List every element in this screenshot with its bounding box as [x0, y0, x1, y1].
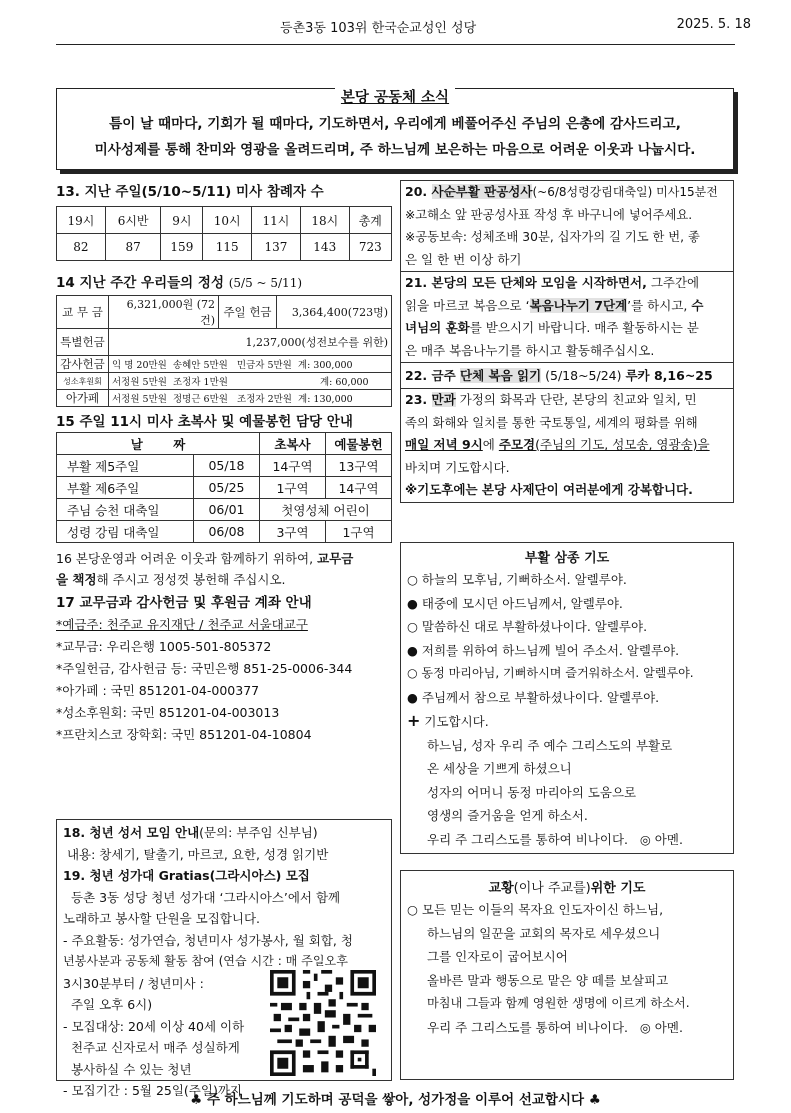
- table-cell: 82: [57, 234, 106, 261]
- s20-highlight: 사순부활 판공성사: [431, 184, 533, 199]
- s19-line: 주일 오후 6시): [63, 997, 153, 1012]
- s21-text: ’를 하시고,: [627, 297, 692, 313]
- account-line: *성소후원회: 국민 851201-04-003013: [56, 705, 280, 720]
- filled-circle-icon: ●: [407, 595, 418, 611]
- prayer-line: [407, 686, 727, 710]
- account-line: *주일헌금, 감사헌금 등: 국민은행 851-25-0006-344: [56, 661, 353, 676]
- table-header: 18시: [300, 207, 349, 234]
- s21-bold: 녀님의 훈화: [405, 320, 470, 335]
- s21-title: 21. 본당의 모든 단체와 모임을 시작하면서,: [405, 275, 647, 290]
- prayer-line: [407, 592, 727, 616]
- s20-line: ※공동보속: 성체조배 30분, 십자가의 길 기도 한 번, 좋: [405, 230, 700, 244]
- s13-title: 13. 지난 주일(5/10~5/11) 미사 참례자 수: [56, 184, 324, 200]
- s19-line: - 모집기간 : 5월 25일(주일)까지: [63, 1083, 242, 1098]
- offering-zone: 13구역: [326, 455, 392, 477]
- table-row: [57, 296, 392, 329]
- s20-title: [405, 181, 729, 204]
- prayer-line: [407, 615, 727, 639]
- s22-reference: 루카 8,16~25: [625, 368, 713, 383]
- s21-bold: 수: [691, 297, 704, 313]
- sunday-label: 주일 헌금: [219, 296, 277, 329]
- table-row: [57, 207, 392, 234]
- prayer-title-bold: 교황: [488, 881, 514, 896]
- prayer-text: 하늘의 모후님, 기뻐하소서. 알렐루야.: [417, 572, 627, 587]
- s17-title: 17 교무금과 감사헌금 및 후원금 계좌 안내: [56, 595, 312, 611]
- s20-rest: (~6/8성령강림대축일) 미사15분전: [532, 185, 718, 199]
- s23-line: 바치며 기도합시다.: [405, 459, 510, 475]
- prayer-text: 태중에 모시던 아드님께서, 알렐루야.: [417, 595, 623, 611]
- table-row: [57, 373, 392, 390]
- s23-highlight: 만과: [431, 392, 456, 407]
- prayer-title: [407, 877, 727, 896]
- s16-paragraph: [56, 548, 392, 590]
- s20-line: ※고해소 앞 판공성사표 작성 후 바구니에 넣어주세요.: [405, 207, 693, 222]
- account-line: *아가페 : 국민 851201-04-000377: [56, 683, 260, 698]
- bulletin-date: 2025. 5. 18: [676, 17, 751, 32]
- server-zone: 3구역: [260, 521, 326, 543]
- open-circle-icon: ○: [407, 666, 418, 680]
- donor: 조정자 2만원: [237, 394, 292, 405]
- prayer-text: 말씀하신 대로 부활하셨나이다. 알렐루야.: [417, 619, 648, 634]
- feast-date: 05/25: [194, 477, 260, 499]
- notices-box: [400, 180, 734, 503]
- donor: 송혜안 5만원: [172, 360, 228, 371]
- gyomu-value: 6,321,000원 (72건): [109, 296, 219, 329]
- s14-title: 14 지난 주간 우리들의 정성: [56, 275, 224, 291]
- account-line: *교무금: 우리은행 1005-501-805372: [56, 639, 272, 654]
- account-line: *프란치스코 장학회: 국민 851201-04-10804: [56, 727, 312, 742]
- table-header: 6시반: [105, 207, 161, 234]
- s23-bold: 매일 저녁 9시: [405, 437, 483, 452]
- table-row: [57, 499, 392, 521]
- special-value: 1,237,000(성전보수를 위한): [109, 329, 392, 356]
- prayer-line: [407, 662, 727, 686]
- attendance-table: [56, 206, 392, 261]
- offering-zone: 14구역: [326, 477, 392, 499]
- feast-date: 06/08: [194, 521, 260, 543]
- prayer-text: 저희를 위하여 하느님께 빌어 주소서. 알렐루야.: [417, 642, 680, 658]
- account-line: *예금주: 천주교 유지재단 / 천주교 서울대교구: [56, 617, 308, 632]
- prayer-line: [407, 639, 727, 663]
- table-header: 총계: [349, 207, 391, 234]
- prayer-title-normal: (이나 주교를): [513, 881, 591, 896]
- s21-line: 은 매주 복음나누기를 하시고 활동해주십시오.: [405, 342, 655, 358]
- table-row: [57, 433, 392, 455]
- s18-title-row: [63, 822, 385, 844]
- prayer-text: 기도합시다.: [420, 714, 489, 729]
- s23-text: (주님의 기도, 성모송, 영광송)을: [535, 437, 710, 452]
- table-cell: 115: [203, 234, 252, 261]
- server-schedule-table: [56, 432, 392, 543]
- s21-line: [405, 317, 729, 340]
- s21-highlight: 복음나누기 7단계: [529, 297, 628, 313]
- table-row: [57, 455, 392, 477]
- donor: 서정원 5만원: [112, 394, 167, 405]
- offering-zone: 1구역: [326, 521, 392, 543]
- feast-date: 05/18: [194, 455, 260, 477]
- prayer-body-line: 마침내 그들과 함께 영원한 생명에 이르게 하소서.: [427, 996, 690, 1010]
- closing-slogan: ♣ 주 하느님께 기도하며 공덕을 쌓아, 성가정을 이루어 선교합시다 ♣: [190, 1092, 601, 1108]
- left-column: [56, 180, 392, 1098]
- s21-title-row: [405, 272, 729, 295]
- s19-line: - 주요활동: 성가연습, 청년미사 성가봉사, 월 회합, 청: [63, 932, 353, 948]
- table-row: [57, 234, 392, 261]
- s23-line: [405, 389, 729, 412]
- s19-line: 천주교 신자로서 매주 성실하게: [63, 1040, 240, 1055]
- table-cell: 159: [161, 234, 203, 261]
- banner-line-2: 미사성제를 통해 찬미와 영광을 올려드리며, 주 하느님께 보은하는 마음으로 어려운 이웃과 나눕시다.: [94, 142, 696, 158]
- donor: 조정자 1만원: [173, 377, 228, 388]
- s18-content: 내용: 창세기, 탈출기, 마르코, 요한, 성경 읽기반: [63, 846, 329, 862]
- feast-name: 부활 제5주일: [57, 455, 194, 477]
- s23-line: [405, 434, 729, 457]
- s14-period: (5/5 ~ 5/11): [228, 276, 303, 290]
- row-label: 감사헌금: [57, 356, 109, 373]
- filled-circle-icon: ●: [407, 642, 418, 658]
- donor: 익 명 20만원: [112, 360, 167, 371]
- row-detail: [109, 390, 392, 407]
- parish-name: 등촌3동 103위 한국순교성인 성당: [280, 21, 477, 36]
- donor: 정명근 6만원: [173, 394, 228, 405]
- prayer-body-line: 우리 주 그리스도를 통하여 비나이다. ◎ 아멘.: [427, 1019, 683, 1035]
- s22-highlight: 단체 복음 읽기: [460, 368, 542, 383]
- row-label: 성소후원회: [57, 373, 109, 390]
- special-label: 특별헌금: [57, 329, 109, 356]
- s16-bold: 을 책정: [56, 572, 97, 587]
- table-header: 10시: [203, 207, 252, 234]
- table-header: 날 짜: [57, 433, 260, 455]
- prayer-body-line: 성자의 어머니 동정 마리아의 도움으로: [427, 784, 637, 800]
- row-detail: [109, 356, 392, 373]
- server-zone: 1구역: [260, 477, 326, 499]
- cross-icon: +: [407, 711, 421, 730]
- filled-circle-icon: ●: [407, 689, 418, 705]
- s19-line: 등촌 3동 성당 청년 성가대 ‘그라시아스’에서 함께: [63, 889, 341, 905]
- table-row: [57, 329, 392, 356]
- donor: 민금자 5만원: [236, 360, 292, 371]
- table-row: [57, 356, 392, 373]
- prayer-body-line: 올바른 말과 행동으로 맡은 양 떼를 보살피고: [427, 972, 669, 988]
- easter-regina-prayer-box: [400, 542, 734, 854]
- s21-text: 그주간에: [646, 275, 700, 290]
- offering-table: [56, 295, 392, 407]
- banner-line-1: 틈이 날 때마다, 기회가 될 때마다, 기도하면서, 우리에게 베풀어주신 주님의 은총에 감사드리고,: [109, 116, 681, 132]
- gyomu-label: 교 무 금: [57, 296, 109, 329]
- s18-contact: (문의: 부주임 신부님): [199, 825, 318, 840]
- prayer-body-line: 그를 인자로이 굽어보시어: [427, 949, 568, 964]
- prayer-title-bold: 위한 기도: [590, 881, 646, 896]
- s23-text: 에: [482, 437, 499, 452]
- table-header: 예물봉헌: [326, 433, 392, 455]
- s23-note: ※기도후에는 본당 사제단이 여러분에게 강복합니다.: [405, 482, 693, 497]
- table-header: 9시: [161, 207, 203, 234]
- prayer-line: ○ 모든 믿는 이들의 목자요 인도자이신 하느님,: [407, 902, 664, 917]
- feast-name: 성령 강림 대축일: [57, 521, 194, 543]
- table-cell: 137: [252, 234, 301, 261]
- donor: 서정원 5만원: [112, 377, 167, 388]
- prayer-title: 부활 삼종 기도: [524, 551, 610, 566]
- s23-bold: 주모경: [498, 437, 536, 452]
- table-cell: 723: [349, 234, 391, 261]
- s16-bold: 교무금: [317, 551, 354, 566]
- s18-title: 18. 청년 성서 모임 안내: [63, 825, 200, 840]
- row-total: 계: 130,000: [298, 394, 353, 405]
- account-list: [56, 614, 392, 746]
- s15-title: 15 주일 11시 미사 초복사 및 예물봉헌 담당 안내: [56, 414, 353, 430]
- right-column: [400, 180, 734, 1035]
- sunday-value: 3,364,400(723명): [277, 296, 392, 329]
- community-news-banner: [56, 88, 734, 170]
- s21-line: [405, 295, 729, 318]
- s19-line: 봉사하실 수 있는 청년: [63, 1061, 192, 1077]
- open-circle-icon: ○: [407, 572, 418, 587]
- s14-title-row: [56, 271, 392, 295]
- feast-name: 부활 제6주일: [57, 477, 194, 499]
- prayer-body-line: 우리 주 그리스도를 통하여 비나이다. ◎ 아멘.: [427, 831, 683, 847]
- prayer-body-line: 온 세상을 기쁘게 하셨으니: [427, 761, 572, 776]
- table-header: 11시: [252, 207, 301, 234]
- s21-text: 읽을 마르코 복음으로 ‘: [405, 297, 530, 313]
- s19-line: 년봉사분과 공동체 활동 참여 (연습 시간 : 매 주일오후: [63, 954, 348, 968]
- prayer-body-line: 하느님의 일꾼을 교회의 목자로 세우셨으니: [427, 925, 661, 941]
- youth-box: [56, 819, 392, 1098]
- prayer-line: [407, 709, 727, 734]
- table-row: [57, 521, 392, 543]
- s22-period: (5/18~5/24): [541, 368, 626, 383]
- feast-name: 주님 승천 대축일: [57, 499, 194, 521]
- prayer-body-line: 영생의 즐거움을 얻게 하소서.: [427, 808, 588, 823]
- s23-num: 23.: [405, 392, 432, 407]
- prayer-line: [407, 568, 727, 592]
- s16-text: 해 주시고 정성껏 봉헌해 주십시오.: [96, 572, 286, 587]
- prayer-body-line: 하느님, 성자 우리 주 예수 그리스도의 부활로: [427, 737, 673, 753]
- merged-assignment: 첫영성체 어린이: [260, 499, 392, 521]
- header-divider: [56, 44, 735, 45]
- table-header: 초복사: [260, 433, 326, 455]
- s21-text: 를 받으시기 바랍니다. 매주 활동하시는 분: [469, 320, 699, 335]
- pope-prayer-box: [400, 870, 734, 1080]
- server-zone: 14구역: [260, 455, 326, 477]
- row-label: 아가페: [57, 390, 109, 407]
- s20-num: 20.: [405, 184, 432, 199]
- s20-line: 은 일 한 번 이상 하기: [405, 251, 522, 267]
- feast-date: 06/01: [194, 499, 260, 521]
- table-header: 19시: [57, 207, 106, 234]
- s22-num: 22. 금주: [405, 368, 460, 383]
- s23-text: 가정의 화목과 단란, 본당의 친교와 일치, 민: [455, 392, 697, 407]
- s19-line: 노래하고 봉사할 단원을 모집합니다.: [63, 911, 261, 926]
- prayer-text: 주님께서 참으로 부활하셨나이다. 알렐루야.: [417, 689, 660, 705]
- row-total: 계: 60,000: [319, 377, 369, 388]
- table-row: [57, 477, 392, 499]
- s19-line: - 모집대상: 20세 이상 40세 이하: [63, 1018, 245, 1034]
- s19-title: 19. 청년 성가대 Gratias(그라시아스) 모집: [63, 868, 310, 883]
- prayer-text: 동정 마리아님, 기뻐하시며 즐거워하소서. 알렐루야.: [417, 666, 694, 680]
- s22-row: [405, 363, 729, 388]
- table-cell: 143: [300, 234, 349, 261]
- s19-line: 3시30분부터 / 청년미사 :: [63, 975, 204, 991]
- row-detail: [109, 373, 392, 390]
- table-cell: 87: [105, 234, 161, 261]
- s23-line: 족의 화해와 일치를 통한 국토통일, 세계의 평화를 위해: [405, 415, 698, 430]
- open-circle-icon: ○: [407, 619, 418, 634]
- s16-text: 16 본당운영과 어려운 이웃과 함께하기 위하여,: [56, 551, 318, 566]
- qr-code-icon[interactable]: [270, 970, 376, 1076]
- row-total: 계: 300,000: [297, 360, 353, 371]
- banner-title: 본당 공동체 소식: [335, 86, 455, 107]
- table-row: [57, 390, 392, 407]
